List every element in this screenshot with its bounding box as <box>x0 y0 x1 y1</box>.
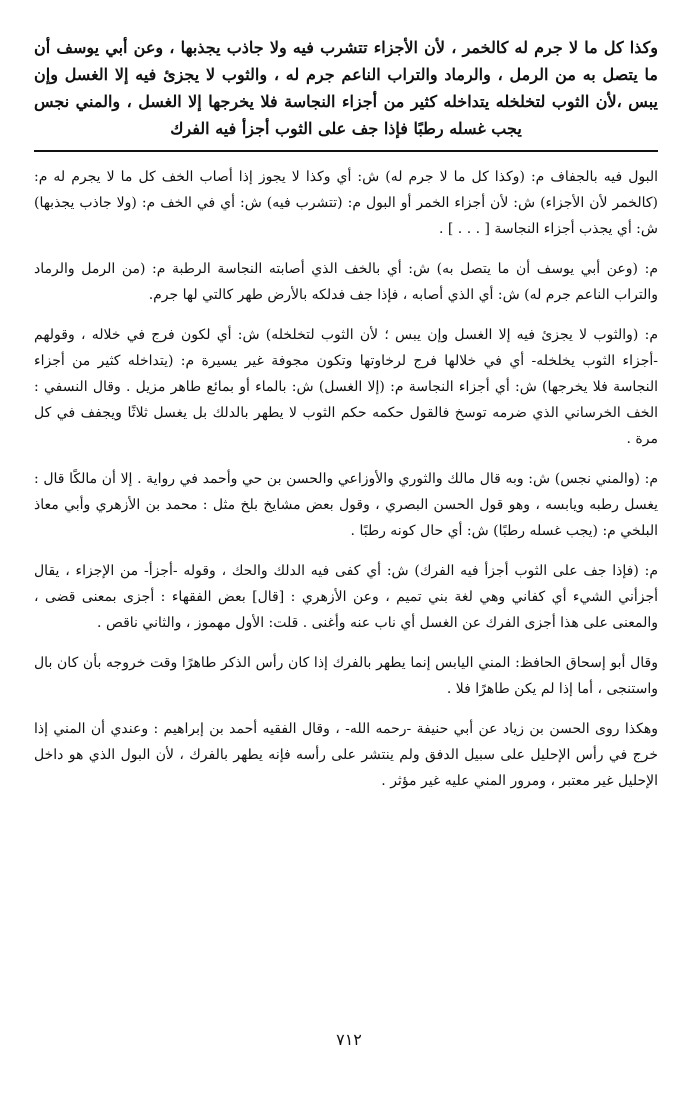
paragraph-text: م: (فإذا جف على الثوب أجزأ فيه الفرك) ش: أي كفى فيه الدلك والحك ، وقوله -أجزأ- من الإجزاء ، يقال أجزأني الشيء أي كفاني وهي لغة بني تميم ، وعن الأزهري : [قال] بعض الفقهاء : أجزى بمعنى قضى ، والمعنى على هذا أجزى الفرك عن الغسل أي ناب عنه وأغنى . قلت: الأول مهموز ، والثاني ناقص . <box>34 563 658 631</box>
commentary-paragraph-5 <box>34 558 658 636</box>
commentary-paragraph-3 <box>34 322 658 452</box>
paragraph-text: البول فيه بالجفاف م: (وكذا كل ما لا جرم له) ش: أي وكذا لا يجوز إذا أصاب الخف كل ما لا يجرم له م: (كالخمر لأن الأجزاء) ش: لأن أجزاء الخمر أو البول م: (تتشرب فيه) ش: أي في الخف م: (ولا جاذب يجذبها) ش: أي يجذب أجزاء النجاسة [ . . . ] . <box>34 169 658 237</box>
paragraph-text: م: (وعن أبي يوسف أن ما يتصل به) ش: أي بالخف الذي أصابته النجاسة الرطبة م: (من الرمل والرماد والتراب الناعم جرم له) ش: أي الذي أصابه ، فإذا جف فدلكه بالأرض طهر كالتي لها جرم. <box>34 261 658 303</box>
divider-rule <box>34 150 658 152</box>
commentary-paragraph-1 <box>34 164 658 242</box>
page-number: ٧١٢ <box>336 1030 362 1049</box>
paragraph-text: وقال أبو إسحاق الحافظ: المني اليابس إنما يطهر بالفرك إذا كان رأس الذكر طاهرًا وقت خروجه بأن كان بال واستنجى ، أما إذا لم يكن طاهرًا فلا . <box>34 655 659 697</box>
paragraph-text: م: (والمني نجس) ش: وبه قال مالك والثوري والأوزاعي والحسن بن حي وأحمد في رواية . إلا أن مالكًا قال : يغسل رطبه ويابسه ، وهو قول الحسن البصري ، وقول بعض مشايخ بلخ مثل : محمد بن الأزهري وأبي معاذ البلخي م: (يجب غسله رطبًا) ش: أي حال كونه رطبًا . <box>34 471 658 539</box>
matn-text: وكذا كل ما لا جرم له كالخمر ، لأن الأجزاء تتشرب فيه ولا جاذب يجذبها ، وعن أبي يوسف أن ما يتصل به من الرمل ، والرماد والتراب الناعم جرم له ، والثوب لا يجزئ فيه إلا الغسل وإن يبس ،لأن الثوب لتخلخله يتداخله كثير من أجزاء النجاسة فلا يخرجها إلا الغسل ، والمني نجس يجب غسله رطبًا فإذا جف على الثوب أجزأ فيه الفرك <box>34 38 658 138</box>
paragraph-text: م: (والثوب لا يجزئ فيه إلا الغسل وإن يبس ؛ لأن الثوب لتخلخله) ش: أي لكون فرج في خلاله ، وقولهم -أجزاء الثوب يخلخله- أي في خلالها فرج لرخاوتها وتكون مجوفة غير يسيرة م: (يتداخله كثير من أجزاء النجاسة فلا يخرجها) ش: أي أجزاء النجاسة م: (إلا الغسل) ش: بالماء أو بمائع طاهر مزيل . وقال النسفي : الخف الخرساني الذي ضرمه توسخ فالقول حكمه حكم الثوب لا يطهر بالدلك بل يغسل ثلاثًا ويجفف في كل مرة . <box>34 327 658 447</box>
commentary <box>34 164 658 794</box>
paragraph-text: وهكذا روى الحسن بن زياد عن أبي حنيفة -رحمه الله- ، وقال الفقيه أحمد بن إبراهيم : وعندي أن المني إذا خرج في رأس الإحليل على سبيل الدفق ولم ينتشر على رأسه فإنه يطهر بالفرك ، لأن البول الذي هو داخل الإحليل غير معتبر ، ومرور المني عليه غير مؤثر . <box>34 721 658 789</box>
commentary-paragraph-7 <box>34 716 658 794</box>
commentary-paragraph-2 <box>34 256 658 308</box>
commentary-paragraph-6 <box>34 650 658 702</box>
commentary-paragraph-4 <box>34 466 658 544</box>
